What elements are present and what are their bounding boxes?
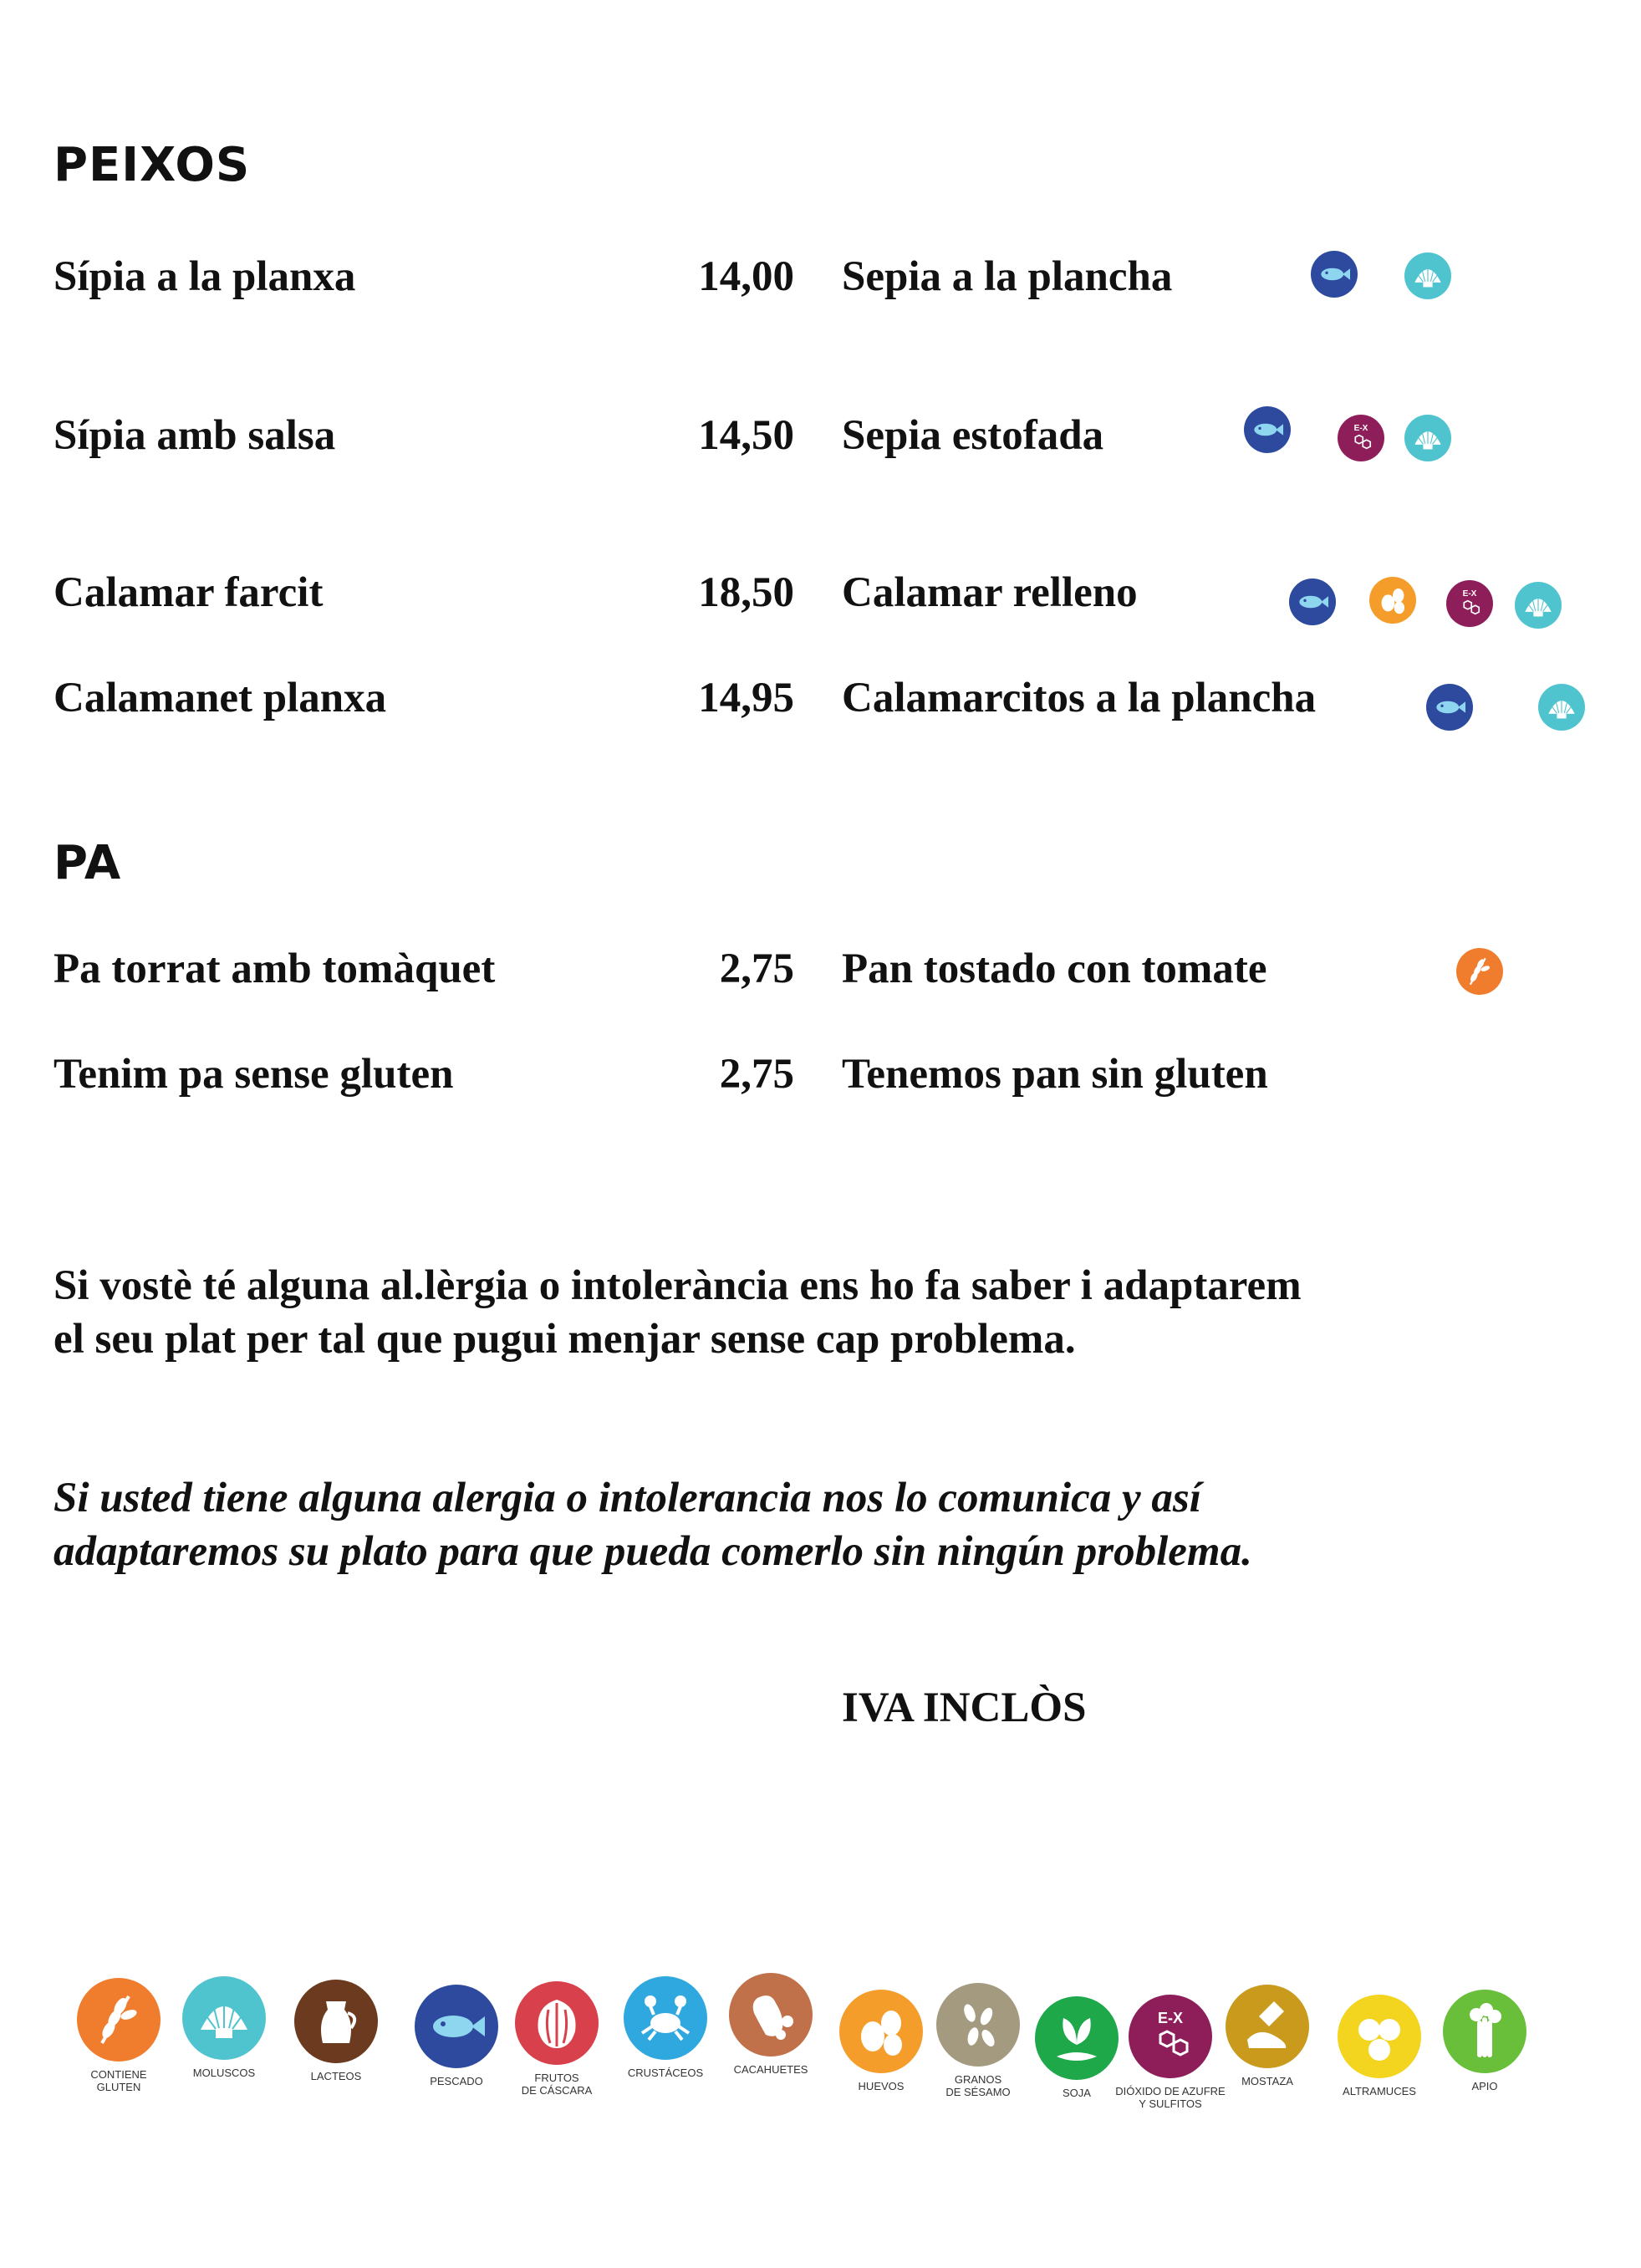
svg-text:E-X: E-X [1353, 424, 1368, 434]
crab-icon [624, 1976, 707, 2060]
svg-text:E-X: E-X [1157, 2010, 1184, 2026]
dish-name-catalan: Calamanet planxa [54, 675, 387, 721]
soy-icon [1035, 1996, 1119, 2080]
dish-price: 14,50 [698, 412, 794, 459]
dish-price: 2,75 [719, 945, 794, 992]
legend-label: HUEVOS [858, 2080, 905, 2092]
allergy-notice-spanish [54, 1471, 1252, 1578]
gluten-icon [1456, 948, 1503, 995]
molecule-icon [1129, 1995, 1212, 2078]
tax-note: IVA INCLÒS [842, 1684, 1087, 1731]
moluscos-icon [1515, 582, 1562, 629]
shell-icon [182, 1976, 266, 2060]
pescado-icon [1244, 406, 1291, 453]
legend-label: DIÓXIDO DE AZUFRE Y SULFITOS [1115, 2085, 1226, 2110]
pescado-icon [1311, 251, 1358, 298]
moluscos-icon [1538, 684, 1585, 731]
dish-name-catalan: Sípia a la planxa [54, 253, 356, 300]
notice-line: Si usted tiene alguna alergia o intolerancia nos lo comunica y así [54, 1475, 1201, 1521]
moluscos-icon [1404, 252, 1451, 299]
legend-label: GRANOS DE SÉSAMO [945, 2073, 1011, 2098]
moluscos-icon [1404, 415, 1451, 461]
legend-label: MOSTAZA [1241, 2075, 1293, 2087]
celery-icon [1443, 1990, 1526, 2073]
jug-icon [294, 1980, 378, 2063]
legend-label: MOLUSCOS [192, 2067, 256, 2079]
section-title-pa: PA [54, 836, 122, 890]
peanut-icon [729, 1973, 813, 2056]
section-title-peixos: PEIXOS [54, 138, 251, 192]
allergy-notice-catalan [54, 1259, 1302, 1366]
fish-icon [415, 1985, 498, 2068]
svg-text:E-X: E-X [1462, 589, 1477, 599]
legend-label: ALTRAMUCES [1343, 2085, 1416, 2097]
dish-name-spanish: Pan tostado con tomate [842, 945, 1267, 992]
dish-name-spanish: Sepia a la plancha [842, 253, 1173, 300]
dish-name-catalan: Pa torrat amb tomàquet [54, 945, 496, 992]
dish-price: 14,95 [698, 675, 794, 721]
legend-label: PESCADO [430, 2075, 483, 2087]
legend-label: LACTEOS [310, 2070, 362, 2082]
notice-line: el seu plat per tal que pugui menjar sense cap problema. [54, 1316, 1076, 1363]
notice-line: Si vostè té alguna al.lèrgia o intolerància ens ho fa saber i adaptarem [54, 1262, 1302, 1309]
wheat-icon [77, 1978, 161, 2062]
pescado-icon [1426, 684, 1473, 731]
dish-price: 14,00 [698, 253, 794, 300]
huevos-icon [1369, 577, 1416, 624]
lupin-icon [1338, 1995, 1421, 2078]
legend-label: APIO [1471, 2080, 1498, 2092]
legend-label: CACAHUETES [733, 2063, 808, 2076]
dish-price: 18,50 [698, 569, 794, 616]
legend-label: CRUSTÁCEOS [627, 2067, 704, 2079]
notice-line: adaptaremos su plato para que pueda comerlo sin ningún problema. [54, 1528, 1252, 1575]
egg-icon [839, 1990, 923, 2073]
sulfitos-icon [1446, 580, 1493, 627]
pescado-icon [1289, 578, 1336, 625]
dish-name-catalan: Tenim pa sense gluten [54, 1051, 454, 1098]
legend-label: FRUTOS DE CÁSCARA [521, 2072, 593, 2097]
dish-price: 2,75 [719, 1051, 794, 1098]
dish-name-spanish: Calamar relleno [842, 569, 1138, 616]
sulfitos-icon [1338, 415, 1384, 461]
legend-label: SOJA [1063, 2087, 1091, 2099]
sesame-icon [936, 1983, 1020, 2067]
dish-name-spanish: Sepia estofada [842, 412, 1104, 459]
dish-name-catalan: Calamar farcit [54, 569, 324, 616]
legend-label: CONTIENE GLUTEN [90, 2068, 147, 2093]
nut-icon [515, 1981, 599, 2065]
dish-name-spanish: Calamarcitos a la plancha [842, 675, 1317, 721]
dish-name-catalan: Sípia amb salsa [54, 412, 336, 459]
mustard-icon [1226, 1985, 1309, 2068]
dish-name-spanish: Tenemos pan sin gluten [842, 1051, 1268, 1098]
